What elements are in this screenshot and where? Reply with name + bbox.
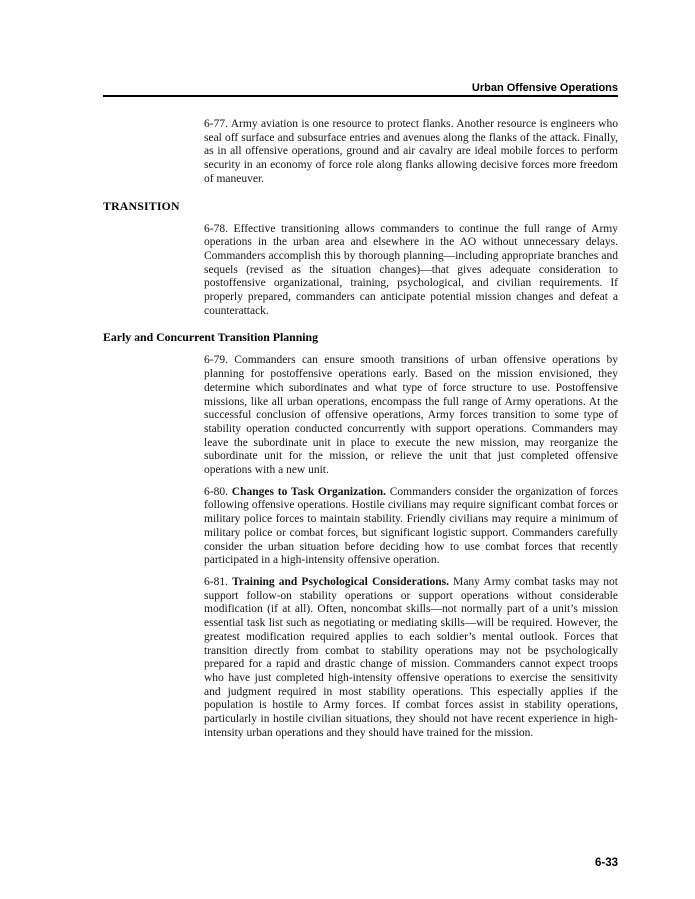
paragraph-number: 6-79.: [204, 354, 228, 367]
paragraph-number: 6-78.: [204, 222, 228, 235]
paragraph-number: 6-81.: [204, 575, 228, 588]
paragraph-6-79: [204, 354, 618, 477]
paragraph-text: Commanders consider the organization of forces following offensive operations. Hostile civilians may require significant combat forces or military police forces to maintain stability. Friendly civilians may require a minimum of military police or combat forces, but significant logistic support. Commanders carefully consider the urban situation before deciding how to use combat forces that recently participated in a high-intensity offensive operation.: [204, 485, 619, 567]
page-content: [103, 118, 618, 748]
section-heading-transition: TRANSITION: [103, 198, 180, 213]
paragraph-6-80: [204, 486, 618, 568]
page-number: 6-33: [594, 857, 618, 869]
paragraph-number: 6-77.: [204, 118, 228, 130]
paragraph-6-77: [204, 118, 618, 187]
paragraph-lead-label: Changes to Task Organization.: [231, 485, 386, 498]
paragraph-6-81: [204, 576, 618, 740]
page-header: [103, 82, 618, 97]
paragraph-text: Effective transitioning allows commanders to continue the full range of Army operations in the urban area and elsewhere in the AO without unnecessary delays. Commanders accomplish this by thorough planning—including appropriate branches and sequels (revised as the situation changes)—that gives adequate consideration to postoffensive organizational, training, psychological, and civilian requirements. If properly prepared, commanders can anticipate potential mission changes and defeat a counterattack.: [204, 222, 618, 317]
paragraph-text: Commanders can ensure smooth transitions of urban offensive operations by planning for postoffensive operations early. Based on the mission envisioned, they determine which subordinates and what type of force structure to use. Postoffensive missions, like all urban operations, encompass the full range of Army operations. At the successful conclusion of offensive operations, Army forces transition to some type of stability operation conducted concurrently with support operations. Commanders may leave the subordinate unit in place to execute the new mission, may reorganize the subordinate unit for the mission, or relieve the unit that just completed offensive operations with a new unit.: [204, 354, 619, 477]
running-head-title: Urban Offensive Operations: [471, 82, 618, 94]
paragraph-number: 6-80.: [204, 485, 228, 498]
paragraph-6-78: [204, 223, 618, 319]
paragraph-text: Many Army combat tasks may not support follow-on stability operations or support operations without considerable modification (if at all). Often, noncombat skills—not normally part of a unit’s mission essential task list such as negotiating or mediating skills—will be required. However, the greatest modification required applies to each soldier’s mental outlook. Forces that transition directly from combat to stability operations may not be psychologically prepared for a rapid and drastic change of mission. Commanders cannot expect troops who have just completed high-intensity offensive operations to exercise the sensitivity and judgment required in most stability operations. This especially applies if the population is hostile to Army forces. If combat forces assist in stability operations, particularly in hostile civilian situations, they should not have recent experience in high-intensity urban operations and they should have trained for the mission.: [204, 575, 618, 739]
subsection-heading-early-planning: Early and Concurrent Transition Planning: [103, 330, 319, 345]
paragraph-lead-label: Training and Psychological Considerations.: [232, 575, 449, 588]
paragraph-text: Army aviation is one resource to protect flanks. Another resource is engineers who seal off surface and subsurface entries and avenues along the flanks of the attack. Finally, as in all offensive operations, ground and air cavalry are ideal mobile forces to perform security in an economy of force role along flanks allowing decisive forces more freedom of maneuver.: [204, 118, 618, 185]
